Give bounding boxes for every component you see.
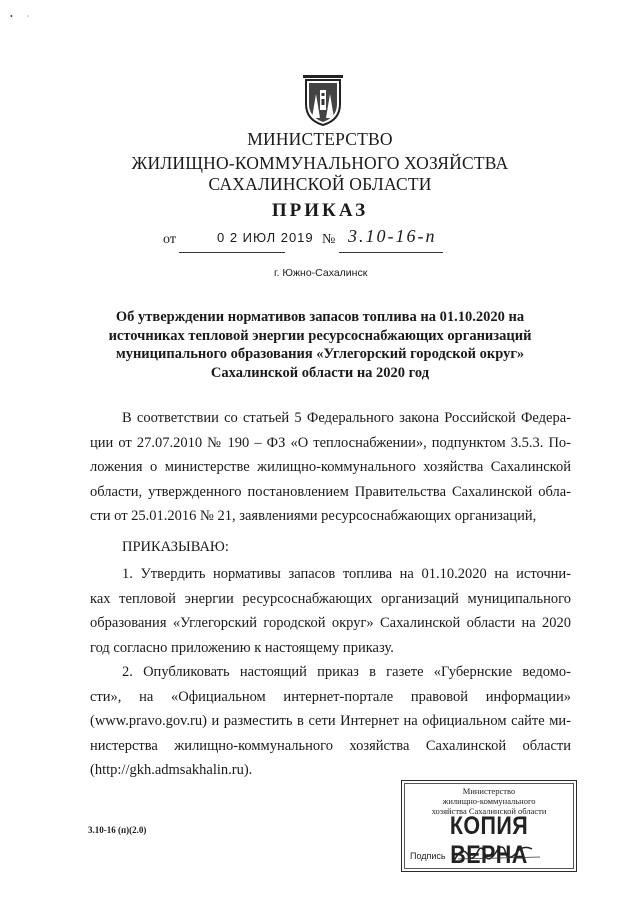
title-line: Сахалинской области на 2020 год <box>210 364 430 381</box>
text-line: нистерства жилищно-коммунального хозяйства Сахалинской области <box>90 737 571 754</box>
stamp-line: хозяйства Сахалинской области <box>431 806 547 816</box>
text-line: сти от 25.01.2016 № 21, заявлениями ресурсоснабжающих организаций, <box>90 508 537 524</box>
handwritten-signature-icon <box>452 841 542 867</box>
number-value: 3.10-16-п <box>348 226 437 246</box>
title-line: муниципального образования «Углегорский городской округ» <box>115 346 525 362</box>
coat-of-arms-icon <box>300 74 346 126</box>
corner-marks: • · <box>10 12 36 21</box>
order-word <box>90 535 571 560</box>
stamp-certified-text: КОПИЯ ВЕРНА <box>449 812 529 869</box>
text-line: ложения о министерстве жилищно-коммунального хозяйства Сахалинской <box>90 459 571 475</box>
title-block <box>0 308 640 382</box>
document-type-heading: ПРИКАЗ <box>271 200 369 221</box>
ministry-name-line3: САХАЛИНСКОЙ ОБЛАСТИ <box>208 174 432 194</box>
text-line: В соответствии со статьей 5 Федерального закона Российской Федера- <box>122 410 571 426</box>
text-line: 1. Утвердить нормативы запасов топлива на 01.10.2020 на источни- <box>122 566 571 582</box>
stamp-signature-label: Подпись <box>410 851 446 861</box>
date-prefix: от <box>163 232 176 247</box>
text-line: 2. Опубликовать настоящий приказ в газете «Губернские ведомо- <box>122 664 571 680</box>
certified-copy-stamp <box>401 780 577 872</box>
text-line: области, утвержденного постановлением Правительства Сахалинской обла- <box>90 483 571 500</box>
stamp-line: жилищно-коммунального <box>442 796 536 806</box>
title-line: источниках тепловой энергии ресурсоснабжающих организаций <box>108 327 532 344</box>
item-2-paragraph <box>90 660 571 783</box>
text-line: (www.pravo.gov.ru) и разместить в сети Интернет на официальном сайте ми- <box>90 713 571 729</box>
ministry-name-line2: ЖИЛИЩНО-КОММУНАЛЬНОГО ХОЗЯЙСТВА <box>131 153 509 173</box>
order-word-text: ПРИКАЗЫВАЮ: <box>122 539 229 555</box>
ministry-name-line1: МИНИСТЕРСТВО <box>247 129 393 149</box>
text-line: ках тепловой энергии ресурсоснабжающих организаций муниципального <box>90 590 571 607</box>
date-underline <box>179 252 285 253</box>
date-value: 0 2 ИЮЛ 2019 <box>217 230 314 245</box>
document-code: 3.10-16 (п)(2.0) <box>88 825 147 835</box>
title-line: Об утверждении нормативов запасов топлива на 01.10.2020 на <box>115 309 525 325</box>
text-line: год согласно приложению к настоящему приказу. <box>90 639 394 656</box>
number-underline <box>339 252 443 253</box>
number-prefix: № <box>322 232 336 247</box>
text-line: ции от 27.07.2010 № 190 – ФЗ «О теплоснабжении», подпунктом 3.5.3. По- <box>90 434 571 451</box>
item-1-paragraph <box>90 562 571 660</box>
preamble-paragraph <box>90 406 571 529</box>
text-line: (http://gkh.admsakhalin.ru). <box>90 762 253 778</box>
text-line: образования «Углегорский городской округ» Сахалинской области на 2020 <box>90 615 571 631</box>
text-line: сти», на «Официальном интернет-портале правовой информации» <box>90 688 571 705</box>
stamp-line: Министерство <box>462 786 516 796</box>
city-label: г. Южно-Сахалинск <box>274 267 368 279</box>
